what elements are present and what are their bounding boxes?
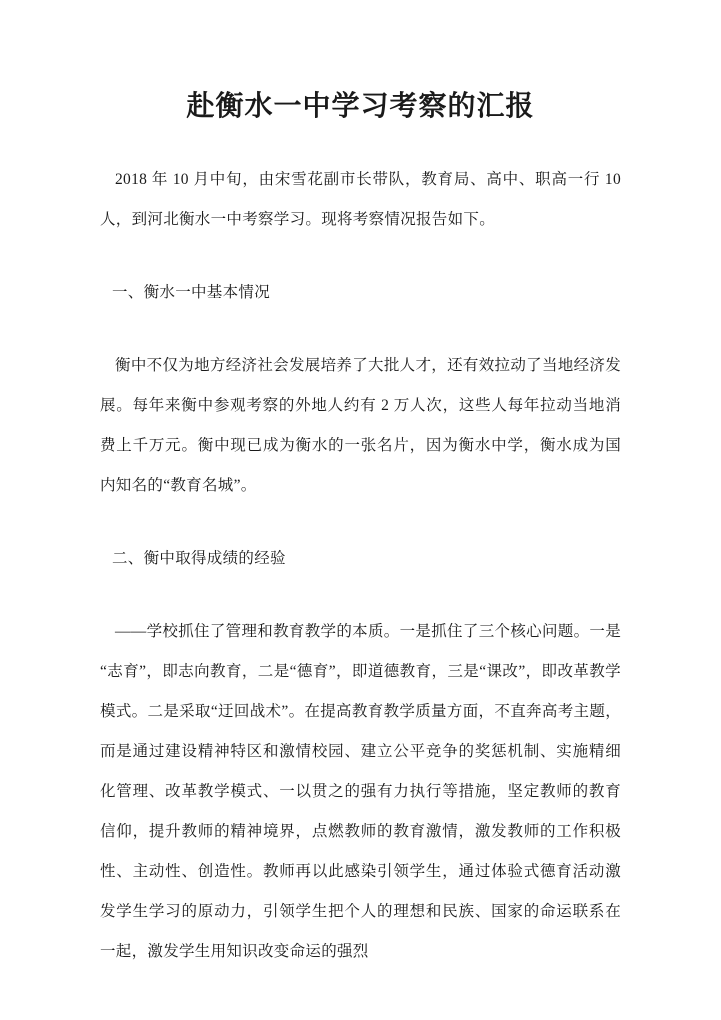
document-title: 赴衡水一中学习考察的汇报 [186, 91, 535, 122]
intro-paragraph: 2018 年 10 月中旬，由宋雪花副市长带队，教育局、高中、职高一行 10 人，到河北衡水一中考察学习。现将考察情况报告如下。 [100, 171, 621, 228]
section-heading-1: 一、衡水一中基本情况 [112, 284, 271, 301]
section-heading-2: 二、衡中取得成绩的经验 [112, 550, 286, 567]
section-1-paragraph: 衡中不仅为地方经济社会发展培养了大批人才，还有效拉动了当地经济发展。每年来衡中参观考察的外地人约有 2 万人次，这些人每年拉动当地消费上千万元。衡中现已成为衡水的一张名片，因为衡水中学，衡水成为国内知名的“教育名城”。 [100, 357, 621, 494]
section-2-paragraph: ——学校抓住了管理和教育教学的本质。一是抓住了三个核心问题。一是“志育”，即志向教育，二是“德育”，即道德教育，三是“课改”，即改革教学模式。二是采取“迂回战术”。在提高教育教学质量方面，不直奔高考主题，而是通过建设精神特区和激情校园、建立公平竞争的奖惩机制、实施精细化管理、改革教学模式、一以贯之的强有力执行等措施，坚定教师的教育信仰，提升教师的精神境界，点燃教师的教育激情，激发教师的工作积极性、主动性、创造性。教师再以此感染引领学生，通过体验式德育活动激发学生学习的原动力，引领学生把个人的理想和民族、国家的命运联系在一起，激发学生用知识改变命运的强烈 [100, 623, 621, 960]
